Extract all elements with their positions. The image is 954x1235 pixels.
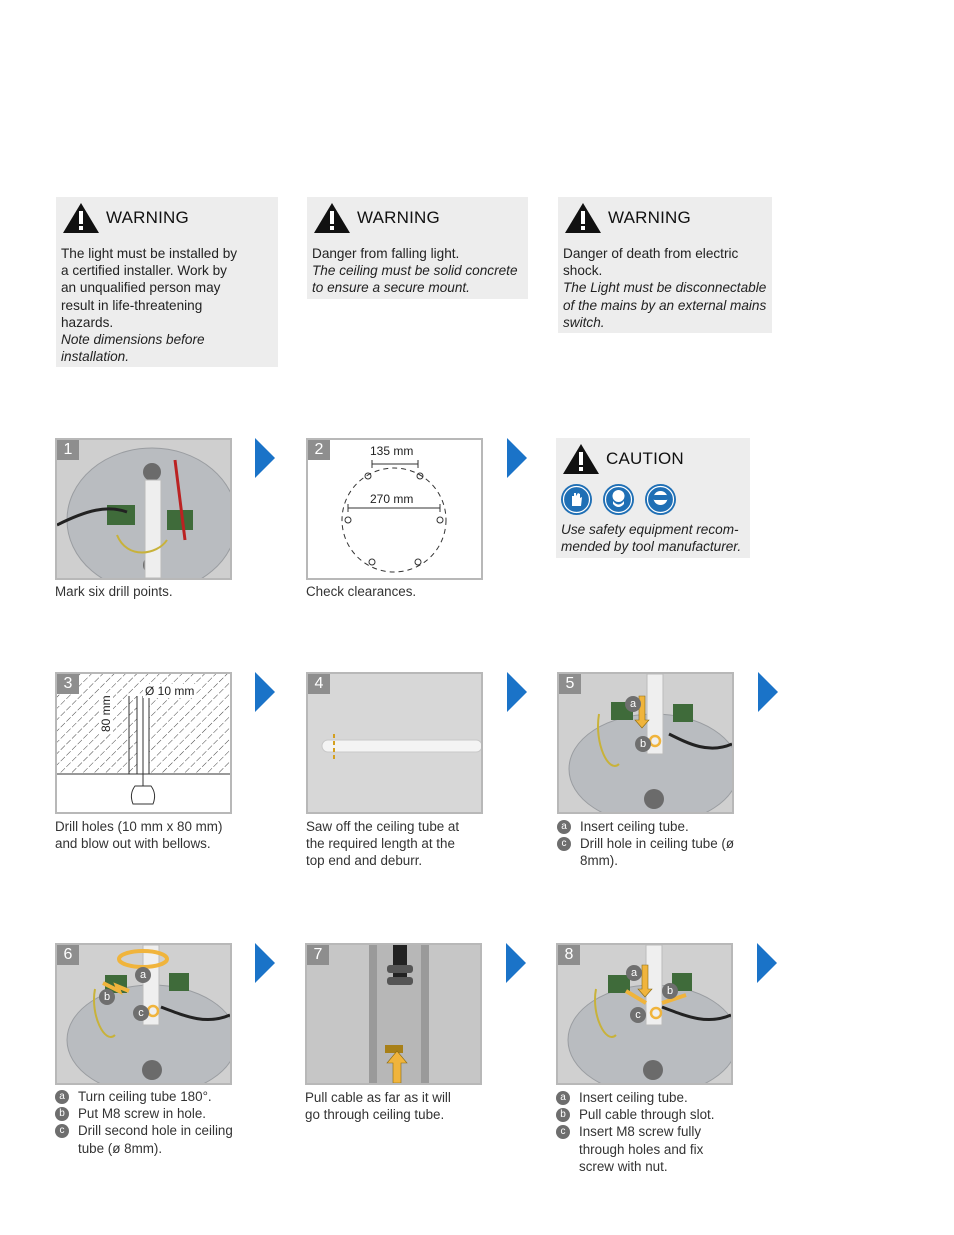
- warning-triangle-icon: [562, 443, 600, 475]
- caption-line: Check clearances.: [306, 584, 417, 599]
- text-line: of the mains by an external mains: [563, 297, 767, 313]
- caption-line: Mark six drill points.: [55, 584, 173, 599]
- next-step-arrow: [507, 672, 527, 712]
- warning-triangle-icon: [313, 202, 351, 234]
- caption-line: Turn ceiling tube 180°.: [78, 1089, 212, 1104]
- gloves-icon: [561, 484, 592, 515]
- callout-badge: b: [662, 983, 678, 999]
- goggles-icon: [645, 484, 676, 515]
- caption-text: [78, 1122, 233, 1156]
- step-3-caption: [55, 818, 222, 852]
- caption-line: and blow out with bellows.: [55, 836, 211, 852]
- bullet-badge: c: [557, 837, 571, 851]
- caption-line: go through ceiling tube.: [305, 1107, 445, 1123]
- text-line: The light must be installed by: [61, 246, 238, 261]
- text-line: The ceiling must be solid concrete: [312, 263, 518, 279]
- next-step-arrow: [758, 672, 778, 712]
- bullet-badge: a: [55, 1090, 69, 1104]
- warning-triangle-icon: [564, 202, 602, 234]
- step-1-caption: [55, 583, 173, 600]
- callout-badge: c: [133, 1005, 149, 1021]
- text-line: The Light must be disconnectable: [563, 280, 767, 296]
- bullet-badge: a: [557, 820, 571, 834]
- drill-pattern-diagram: [308, 440, 481, 578]
- warning-text: [312, 245, 518, 297]
- caption-line: Pull cable as far as it will: [305, 1090, 451, 1105]
- step-6-photo: [55, 943, 232, 1085]
- warning-header: [313, 203, 440, 233]
- text-line: Use safety equipment recom-: [561, 522, 739, 537]
- bullet-badge: a: [556, 1091, 570, 1105]
- pull-cable-illustration: [307, 945, 480, 1083]
- caption-item: [55, 1105, 255, 1122]
- caption-text: [579, 1123, 703, 1175]
- text-line: Danger of death from electric: [563, 246, 739, 261]
- step-4-photo: [306, 672, 483, 814]
- caption-line: Drill hole in ceiling tube (ø: [580, 836, 735, 852]
- ceiling-tube-illustration: [308, 674, 481, 812]
- caption-line: through holes and fix: [579, 1141, 704, 1157]
- next-step-arrow: [255, 672, 275, 712]
- bullet-badge: b: [556, 1108, 570, 1122]
- caption-line: Insert M8 screw fully: [579, 1124, 702, 1140]
- caution-box: [556, 438, 750, 558]
- caption-item: [557, 818, 747, 835]
- callout-badge: a: [625, 696, 641, 712]
- dimension-label-270: 270 mm: [370, 492, 414, 506]
- text-line: mended by tool manufacturer.: [561, 539, 742, 555]
- text-line: an unqualified person may: [61, 280, 221, 296]
- step-number: 1: [57, 440, 79, 460]
- caption-line: Insert ceiling tube.: [580, 819, 689, 834]
- next-step-arrow: [506, 943, 526, 983]
- warning-text: [61, 245, 237, 365]
- next-step-arrow: [255, 438, 275, 478]
- text-line: installation.: [61, 349, 130, 365]
- text-line: result in life-threatening: [61, 297, 203, 313]
- caption-item: [557, 835, 747, 869]
- step-1-photo: [55, 438, 232, 580]
- caption-line: screw with nut.: [579, 1158, 668, 1174]
- caption-line: Drill second hole in ceiling: [78, 1123, 233, 1139]
- warning-title: WARNING: [608, 208, 691, 227]
- depth-label: 80 mm: [99, 695, 113, 732]
- step-8-caption: [556, 1089, 756, 1175]
- caution-title: CAUTION: [606, 449, 684, 468]
- caption-line: Saw off the ceiling tube at: [306, 819, 460, 834]
- caption-line: Put M8 screw in hole.: [78, 1106, 207, 1122]
- text-line: a certified installer. Work by: [61, 263, 227, 279]
- mounting-plate-illustration: [57, 440, 230, 578]
- step-number: 3: [57, 674, 79, 694]
- step-3-diagram: [55, 672, 232, 814]
- caution-text: [561, 521, 741, 555]
- callout-badge: c: [630, 1007, 646, 1023]
- mask-icon: [603, 484, 634, 515]
- text-line: Note dimensions before: [61, 332, 205, 348]
- caption-item: [55, 1122, 255, 1156]
- caption-line: tube (ø 8mm).: [78, 1140, 163, 1156]
- warning-title: WARNING: [106, 208, 189, 227]
- next-step-arrow: [255, 943, 275, 983]
- step-6-caption: [55, 1088, 255, 1157]
- caption-text: [580, 818, 689, 835]
- step-2-diagram: [306, 438, 483, 580]
- step-7-caption: [305, 1089, 451, 1123]
- step-5-caption: [557, 818, 747, 870]
- caption-text: [580, 835, 734, 869]
- next-step-arrow: [757, 943, 777, 983]
- callout-badge: a: [135, 967, 151, 983]
- caution-header: [562, 444, 684, 474]
- step-4-caption: [306, 818, 459, 870]
- diameter-label: Ø 10 mm: [145, 684, 195, 698]
- caption-item: [556, 1106, 756, 1123]
- text-line: Danger from falling light.: [312, 246, 460, 261]
- callout-badge: b: [635, 736, 651, 752]
- dimension-label-135: 135 mm: [370, 444, 414, 458]
- warning-box-1: [56, 197, 278, 367]
- caption-line: Pull cable through slot.: [579, 1107, 715, 1123]
- text-line: hazards.: [61, 314, 114, 330]
- step-number: 2: [308, 440, 330, 460]
- caption-line: the required length at the: [306, 836, 455, 852]
- step-number: 6: [57, 945, 79, 965]
- step-number: 7: [307, 945, 329, 965]
- caption-line: top end and deburr.: [306, 853, 423, 869]
- caption-item: [556, 1089, 756, 1106]
- text-line: switch.: [563, 314, 605, 330]
- step-7-photo: [305, 943, 482, 1085]
- callout-badge: a: [626, 965, 642, 981]
- bullet-badge: c: [556, 1125, 570, 1139]
- caption-item: [55, 1088, 255, 1105]
- step-8-photo: [556, 943, 733, 1085]
- callout-badge: b: [99, 989, 115, 1005]
- step-number: 5: [559, 674, 581, 694]
- bullet-badge: b: [55, 1107, 69, 1121]
- caption-item: [556, 1123, 756, 1175]
- warning-header: [62, 203, 189, 233]
- caption-line: Drill holes (10 mm x 80 mm): [55, 819, 223, 834]
- caption-line: Insert ceiling tube.: [579, 1090, 688, 1105]
- warning-text: [563, 245, 766, 331]
- warning-box-2: [307, 197, 528, 299]
- step-number: 4: [308, 674, 330, 694]
- step-number: 8: [558, 945, 580, 965]
- next-step-arrow: [507, 438, 527, 478]
- step-2-caption: [306, 583, 416, 600]
- text-line: shock.: [563, 263, 603, 279]
- warning-triangle-icon: [62, 202, 100, 234]
- warning-header: [564, 203, 691, 233]
- step-5-photo: [557, 672, 734, 814]
- text-line: to ensure a secure mount.: [312, 280, 470, 296]
- bullet-badge: c: [55, 1124, 69, 1138]
- warning-box-3: [558, 197, 772, 333]
- warning-title: WARNING: [357, 208, 440, 227]
- caption-line: 8mm).: [580, 853, 618, 869]
